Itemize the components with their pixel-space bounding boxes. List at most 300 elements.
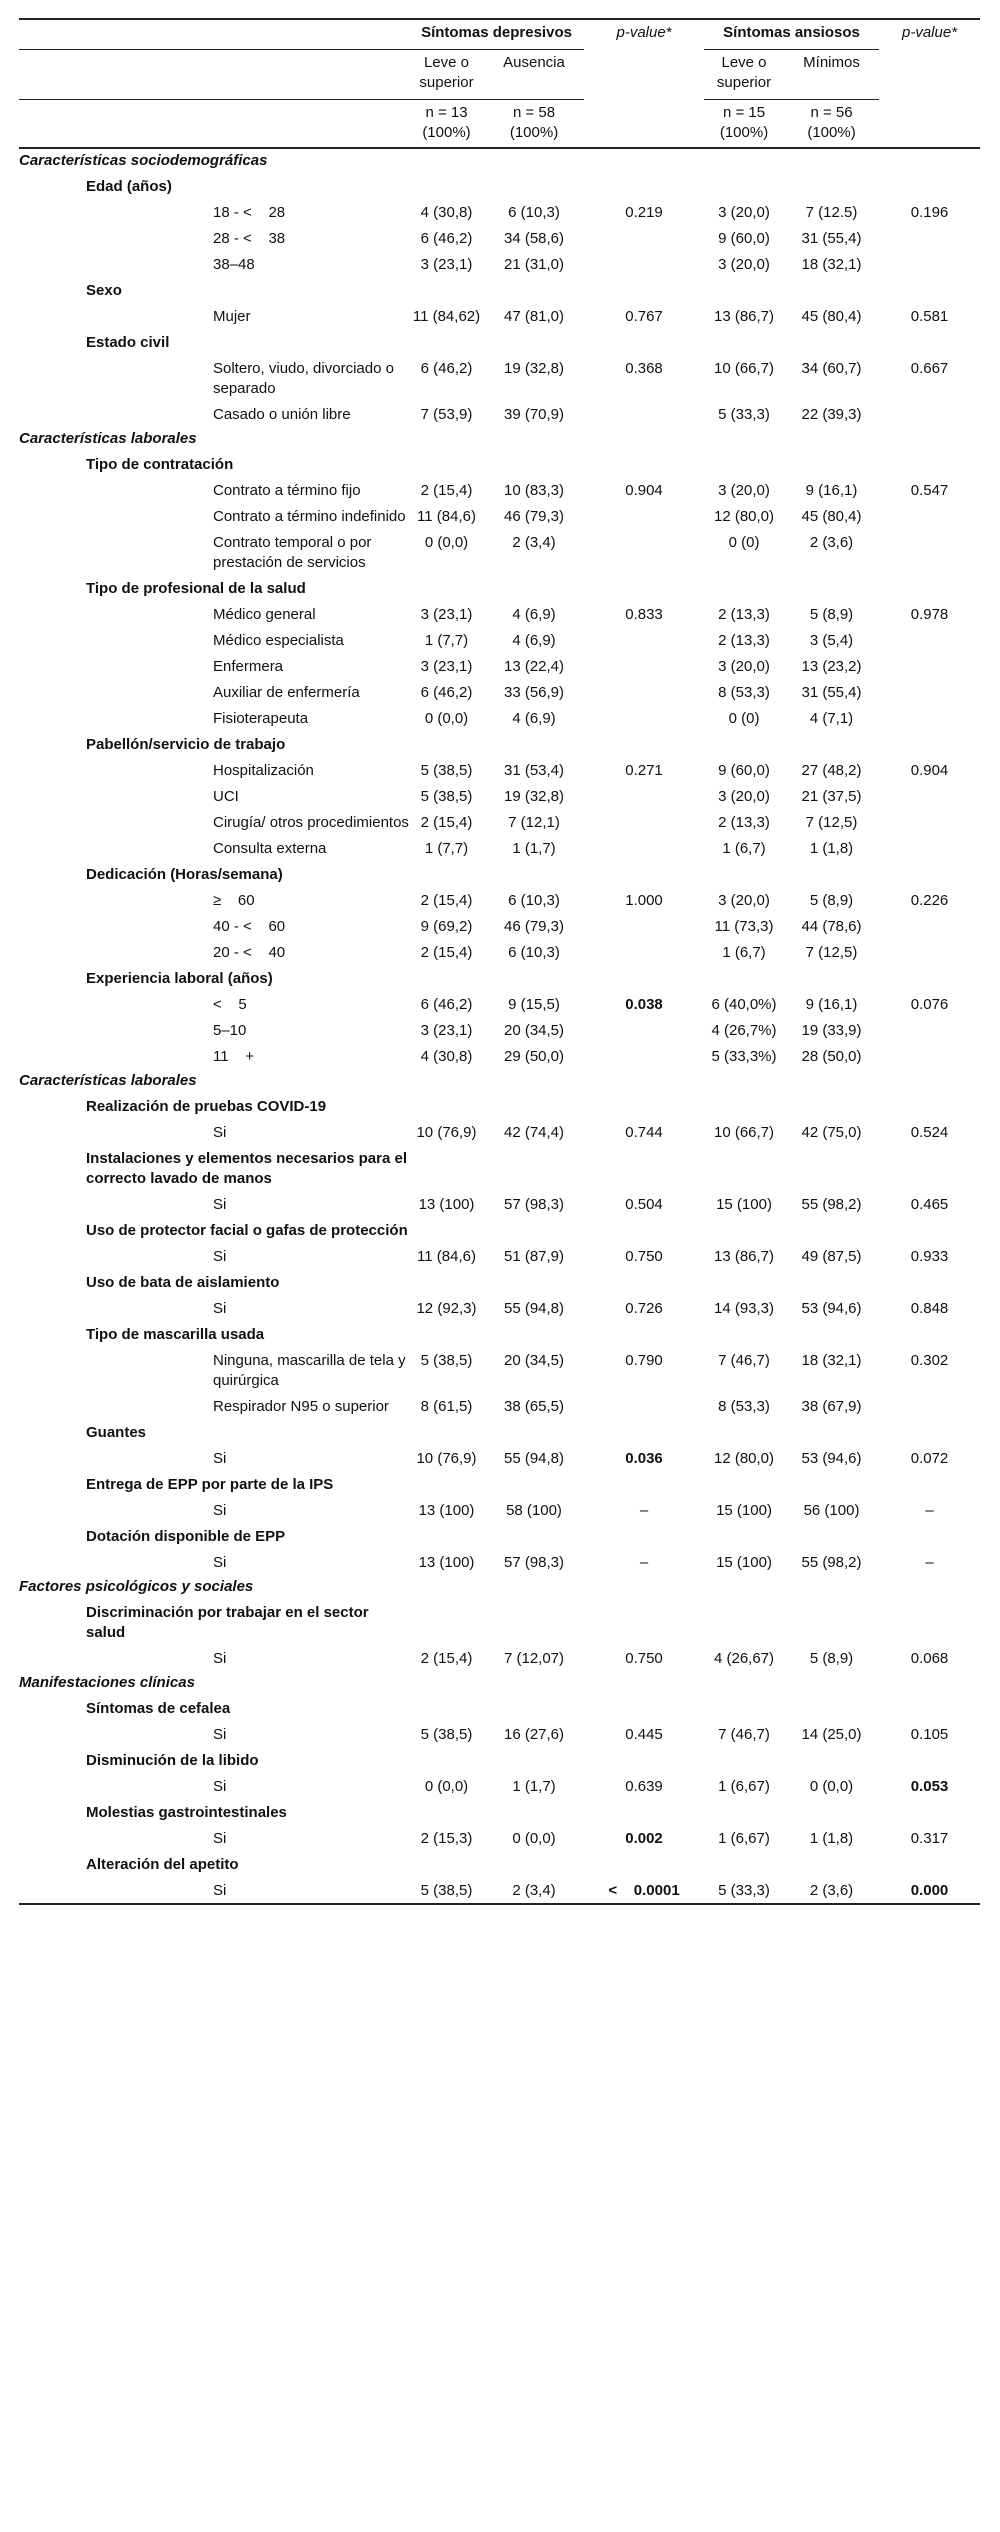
empty-cell (879, 1671, 980, 1695)
variable-label: Estado civil (86, 334, 170, 351)
empty-cell (879, 1269, 980, 1295)
variable-label: Pabellón/servicio de trabajo (86, 736, 286, 753)
table-row (19, 1295, 980, 1321)
dep-ausencia-value: 47 (81,0) (503, 308, 565, 325)
variable-label: Realización de pruebas COVID-19 (86, 1098, 327, 1115)
dep-pvalue: 0.445 (625, 1726, 663, 1743)
anx-pvalue: 0.053 (910, 1778, 949, 1795)
dep-leve-value: 11 (84,6) (417, 508, 476, 525)
dep-pvalue: 0.726 (625, 1300, 663, 1317)
dep-pvalue (584, 251, 704, 277)
anx-pvalue (879, 1393, 980, 1419)
empty-cell (784, 1599, 879, 1645)
table-row (19, 1877, 980, 1904)
anx-pvalue: 0.068 (910, 1650, 949, 1667)
section-label: Manifestaciones clínicas (19, 1674, 195, 1691)
dep-leve-value: 5 (38,5) (420, 1726, 473, 1743)
empty-cell (409, 427, 484, 451)
subheader-p1-blank (584, 50, 704, 100)
variable-header-row (19, 329, 980, 355)
dep-pvalue: 0.504 (625, 1196, 663, 1213)
empty-cell (584, 451, 704, 477)
category-label: Si (213, 1248, 227, 1265)
dep-leve-value: 9 (69,2) (420, 918, 473, 935)
variable-label: Discriminación por trabajar en el sector salud (86, 1604, 369, 1641)
anx-minimos-value: 55 (98,2) (801, 1196, 862, 1213)
category-label: Consulta externa (213, 840, 327, 857)
empty-cell (484, 1671, 584, 1695)
anx-minimos-value: 9 (16,1) (805, 482, 858, 499)
dep-pvalue (584, 1017, 704, 1043)
variable-label: Uso de bata de aislamiento (86, 1274, 280, 1291)
dep-leve-value: 6 (46,2) (420, 360, 473, 377)
n-aus-dep-count: n = 58 (512, 104, 556, 121)
category-label: Mujer (213, 308, 251, 325)
dep-leve-value: 6 (46,2) (420, 684, 473, 701)
empty-cell (584, 1747, 704, 1773)
dep-ausencia-value: 6 (10,3) (508, 892, 560, 909)
dep-ausencia-value: 46 (79,3) (503, 918, 565, 935)
empty-cell (704, 861, 784, 887)
empty-cell (784, 575, 879, 601)
dep-pvalue: 0.833 (625, 606, 663, 623)
results-table-body (19, 148, 980, 1904)
empty-cell (584, 861, 704, 887)
dep-ausencia-value: 2 (3,4) (512, 534, 556, 551)
section-label: Características laborales (19, 430, 197, 447)
empty-cell (879, 1069, 980, 1093)
dep-pvalue: 0.750 (625, 1248, 663, 1265)
anx-minimos-value: 0 (0,0) (809, 1778, 854, 1795)
pvalue-header-2 (879, 19, 980, 50)
dep-pvalue (584, 627, 704, 653)
anx-leve-value: 3 (20,0) (718, 204, 770, 221)
category-label: Fisioterapeuta (213, 710, 309, 727)
n-aus-dep-pct: (100%) (509, 124, 559, 141)
anx-minimos-value: 27 (48,2) (801, 762, 862, 779)
empty-cell (784, 1419, 879, 1445)
empty-cell (484, 1269, 584, 1295)
variable-label: Dotación disponible de EPP (86, 1528, 286, 1545)
dep-ausencia-value: 57 (98,3) (503, 1196, 565, 1213)
empty-cell (484, 1217, 584, 1243)
variable-header-row (19, 1799, 980, 1825)
empty-cell (484, 277, 584, 303)
anx-pvalue: 0.226 (910, 892, 949, 909)
dep-pvalue (584, 529, 704, 575)
section-label: Factores psicológicos y sociales (19, 1578, 254, 1595)
dep-pvalue (584, 225, 704, 251)
dep-pvalue (584, 1043, 704, 1069)
empty-cell (879, 1093, 980, 1119)
table-row (19, 783, 980, 809)
anx-pvalue (879, 809, 980, 835)
variable-header-row (19, 1851, 980, 1877)
table-row (19, 601, 980, 627)
anx-minimos-value: 18 (32,1) (801, 1352, 862, 1369)
empty-cell (409, 1599, 484, 1645)
empty-cell (879, 1217, 980, 1243)
empty-cell (409, 575, 484, 601)
anx-pvalue (879, 653, 980, 679)
anx-minimos-value: 31 (55,4) (801, 684, 862, 701)
empty-cell (584, 277, 704, 303)
section-header-row (19, 1671, 980, 1695)
empty-cell (879, 1799, 980, 1825)
anx-minimos-value: 7 (12,5) (805, 944, 858, 961)
anx-pvalue (879, 679, 980, 705)
anx-minimos-value: 55 (98,2) (801, 1554, 862, 1571)
table-row (19, 679, 980, 705)
anx-minimos-value: 56 (100) (803, 1502, 860, 1519)
empty-cell (409, 1145, 484, 1191)
variable-label: Tipo de mascarilla usada (86, 1326, 265, 1343)
table-row (19, 1497, 980, 1523)
empty-cell (484, 1695, 584, 1721)
empty-cell (704, 1419, 784, 1445)
empty-cell (584, 1269, 704, 1295)
anx-minimos-value: 1 (1,8) (809, 1830, 854, 1847)
anx-leve-value: 12 (80,0) (713, 508, 775, 525)
anx-pvalue (879, 1017, 980, 1043)
dep-pvalue: 0.750 (625, 1650, 663, 1667)
anx-pvalue: 0.524 (910, 1124, 949, 1141)
header-blank (19, 19, 409, 50)
empty-cell (409, 1471, 484, 1497)
empty-cell (879, 277, 980, 303)
variable-header-row (19, 1523, 980, 1549)
empty-cell (409, 1671, 484, 1695)
dep-leve-value: 0 (0,0) (424, 534, 469, 551)
empty-cell (879, 861, 980, 887)
anx-minimos-value: 45 (80,4) (801, 308, 862, 325)
dep-pvalue: 0.904 (625, 482, 663, 499)
n-row-p2-blank (879, 100, 980, 149)
empty-cell (484, 1747, 584, 1773)
category-label: 18 - < 28 (213, 204, 286, 221)
anx-pvalue: 0.465 (910, 1196, 949, 1213)
dep-pvalue (584, 835, 704, 861)
variable-label: Sexo (86, 282, 122, 299)
empty-cell (704, 1523, 784, 1549)
table-row (19, 529, 980, 575)
anx-leve-value: 1 (6,7) (722, 944, 766, 961)
category-label: Si (213, 1778, 227, 1795)
table-row (19, 1119, 980, 1145)
dep-leve-value: 10 (76,9) (416, 1450, 477, 1467)
empty-cell (704, 1747, 784, 1773)
empty-cell (584, 148, 704, 173)
section-label: Características laborales (19, 1072, 197, 1089)
anx-leve-value: 1 (6,67) (718, 1778, 770, 1795)
table-row (19, 251, 980, 277)
anx-leve-value: 9 (60,0) (718, 230, 770, 247)
section-label: Características sociodemográficas (19, 152, 268, 169)
anx-leve-value: 5 (33,3) (718, 406, 770, 423)
dep-ausencia-value: 6 (10,3) (508, 204, 560, 221)
empty-cell (704, 1269, 784, 1295)
empty-cell (484, 1575, 584, 1599)
category-label: Hospitalización (213, 762, 314, 779)
empty-cell (879, 965, 980, 991)
dep-leve-value: 5 (38,5) (420, 788, 473, 805)
dep-leve-value: 2 (15,4) (420, 892, 473, 909)
variable-header-row (19, 1695, 980, 1721)
empty-cell (584, 329, 704, 355)
variable-label: Guantes (86, 1424, 147, 1441)
empty-cell (409, 1575, 484, 1599)
category-label: 38–48 (213, 256, 255, 273)
dep-ausencia-value: 1 (1,7) (512, 1778, 556, 1795)
anx-leve-value: 12 (80,0) (713, 1450, 775, 1467)
table-row (19, 1825, 980, 1851)
empty-cell (879, 173, 980, 199)
table-row (19, 355, 980, 401)
anx-leve-value: 3 (20,0) (718, 658, 770, 675)
anx-leve-value: 0 (0) (728, 710, 760, 727)
dep-leve-value: 4 (30,8) (420, 1048, 473, 1065)
category-label: Soltero, viudo, divorciado o separado (213, 360, 399, 397)
empty-cell (584, 965, 704, 991)
anx-leve-value: 2 (13,3) (718, 632, 770, 649)
anx-minimos-value: 14 (25,0) (801, 1726, 862, 1743)
category-label: Contrato a término fijo (213, 482, 361, 499)
category-label: Si (19, 1877, 409, 1904)
empty-cell (784, 1217, 879, 1243)
category-label: Si (213, 1450, 227, 1467)
empty-cell (879, 451, 980, 477)
table-row (19, 303, 980, 329)
table-row (19, 1721, 980, 1747)
empty-cell (879, 575, 980, 601)
empty-cell (484, 965, 584, 991)
empty-cell (879, 1747, 980, 1773)
anx-minimos-value: 21 (37,5) (801, 788, 862, 805)
table-row (19, 1445, 980, 1471)
anx-minimos-value: 22 (39,3) (801, 406, 862, 423)
empty-cell (409, 148, 484, 173)
empty-cell (784, 1747, 879, 1773)
results-table-container (19, 18, 980, 1905)
anx-leve-value: 14 (93,3) (713, 1300, 775, 1317)
anx-minimos-value: 13 (23,2) (801, 658, 862, 675)
dep-pvalue (584, 939, 704, 965)
category-label: Respirador N95 o superior (213, 1398, 389, 1415)
anx-pvalue (879, 225, 980, 251)
empty-cell (484, 1093, 584, 1119)
dep-pvalue: 0.036 (625, 1450, 663, 1467)
table-row (19, 757, 980, 783)
n-leve-dep (409, 100, 484, 149)
empty-cell (409, 1321, 484, 1347)
anx-leve-value: 15 (100) (716, 1554, 772, 1571)
anx-pvalue (879, 529, 980, 575)
n-min-anx (784, 100, 879, 149)
empty-cell (409, 861, 484, 887)
category-label: Si (213, 1554, 227, 1571)
category-label: Si (213, 1300, 227, 1317)
group1-title: Síntomas depresivos (409, 19, 584, 50)
empty-cell (584, 1851, 704, 1877)
anx-pvalue (879, 705, 980, 731)
anx-minimos-value: 1 (1,8) (809, 840, 854, 857)
empty-cell (784, 1799, 879, 1825)
table-row (19, 887, 980, 913)
empty-cell (704, 1671, 784, 1695)
group2-title: Síntomas ansiosos (704, 19, 879, 50)
category-label: Ninguna, mascarilla de tela y quirúrgica (213, 1352, 410, 1389)
empty-cell (784, 1695, 879, 1721)
anx-minimos-value: 7 (12.5) (805, 204, 858, 221)
anx-leve-value: 2 (13,3) (718, 814, 770, 831)
table-row (19, 1393, 980, 1419)
empty-cell (409, 1695, 484, 1721)
table-row (19, 991, 980, 1017)
variable-header-row (19, 1269, 980, 1295)
dep-ausencia-value: 33 (56,9) (503, 684, 565, 701)
dep-ausencia-value: 16 (27,6) (503, 1726, 565, 1743)
dep-ausencia-value: 31 (53,4) (503, 762, 565, 779)
category-label: Cirugía/ otros procedimientos (213, 814, 409, 831)
dep-pvalue: 0.767 (625, 308, 663, 325)
empty-cell (584, 1217, 704, 1243)
dep-ausencia-value: 46 (79,3) (503, 508, 565, 525)
col-leve-anx: Leve o superior (704, 50, 784, 100)
dep-ausencia-value: 55 (94,8) (503, 1450, 565, 1467)
empty-cell (784, 1523, 879, 1549)
empty-cell (409, 1523, 484, 1549)
anx-minimos-value: 44 (78,6) (801, 918, 862, 935)
dep-ausencia-value: 13 (22,4) (503, 658, 565, 675)
dep-pvalue (584, 913, 704, 939)
empty-cell (704, 731, 784, 757)
empty-cell (879, 1575, 980, 1599)
category-label: Auxiliar de enfermería (213, 684, 360, 701)
empty-cell (784, 731, 879, 757)
dep-pvalue: 1.000 (625, 892, 663, 909)
table-row (19, 627, 980, 653)
anx-pvalue: – (925, 1554, 934, 1571)
dep-pvalue: 0.002 (625, 1830, 663, 1847)
subheader-p2-blank (879, 50, 980, 100)
dep-pvalue (584, 401, 704, 427)
variable-header-row (19, 731, 980, 757)
empty-cell (879, 1599, 980, 1645)
anx-leve-value: 7 (46,7) (718, 1726, 770, 1743)
empty-cell (784, 1093, 879, 1119)
dep-leve-value: 1 (7,7) (424, 632, 469, 649)
empty-cell (409, 965, 484, 991)
empty-cell (584, 1599, 704, 1645)
variable-header-row (19, 173, 980, 199)
anx-minimos-value: 31 (55,4) (801, 230, 862, 247)
empty-cell (879, 1145, 980, 1191)
dep-leve-value: 12 (92,3) (416, 1300, 477, 1317)
empty-cell (584, 1419, 704, 1445)
anx-pvalue (879, 835, 980, 861)
empty-cell (879, 427, 980, 451)
empty-cell (584, 575, 704, 601)
variable-header-row (19, 1419, 980, 1445)
dep-leve-value: 5 (38,5) (409, 1877, 484, 1904)
empty-cell (584, 1671, 704, 1695)
table-row (19, 225, 980, 251)
empty-cell (584, 1321, 704, 1347)
category-label: 5–10 (213, 1022, 247, 1039)
table-row (19, 1347, 980, 1393)
empty-cell (484, 861, 584, 887)
anx-pvalue: 0.302 (910, 1352, 949, 1369)
dep-ausencia-value: 39 (70,9) (503, 406, 565, 423)
table-row (19, 1191, 980, 1217)
category-label: Médico general (213, 606, 316, 623)
anx-leve-value: 10 (66,7) (713, 1124, 775, 1141)
dep-leve-value: 11 (84,6) (417, 1248, 476, 1265)
empty-cell (704, 277, 784, 303)
empty-cell (409, 1851, 484, 1877)
variable-label: Síntomas de cefalea (86, 1700, 231, 1717)
dep-ausencia-value: 1 (1,7) (512, 840, 556, 857)
anx-minimos-value: 5 (8,9) (809, 1650, 854, 1667)
dep-ausencia-value: 0 (0,0) (512, 1830, 556, 1847)
empty-cell (784, 1575, 879, 1599)
anx-leve-value: 6 (40,0%) (711, 996, 777, 1013)
anx-pvalue (879, 401, 980, 427)
empty-cell (879, 1523, 980, 1549)
variable-label: Edad (años) (86, 178, 172, 195)
empty-cell (409, 173, 484, 199)
dep-leve-value: 2 (15,4) (420, 944, 473, 961)
anx-minimos-value: 53 (94,6) (801, 1450, 862, 1467)
empty-cell (584, 1471, 704, 1497)
empty-cell (484, 148, 584, 173)
col-ausencia: Ausencia (484, 50, 584, 100)
dep-pvalue (584, 653, 704, 679)
section-header-row (19, 148, 980, 173)
category-label: < 5 (213, 996, 247, 1013)
empty-cell (584, 1799, 704, 1825)
dep-pvalue: 0.639 (625, 1778, 663, 1795)
empty-cell (484, 451, 584, 477)
anx-minimos-value: 49 (87,5) (801, 1248, 862, 1265)
section-header-row (19, 1069, 980, 1093)
empty-cell (879, 1851, 980, 1877)
anx-leve-value: 8 (53,3) (718, 1398, 770, 1415)
dep-leve-value: 1 (7,7) (424, 840, 469, 857)
anx-minimos-value: 7 (12,5) (805, 814, 858, 831)
category-label: 40 - < 60 (213, 918, 286, 935)
dep-ausencia-value: 51 (87,9) (503, 1248, 565, 1265)
dep-ausencia-value: 19 (32,8) (503, 788, 565, 805)
category-label: Contrato a término indefinido (213, 508, 406, 525)
category-label: Si (213, 1196, 227, 1213)
dep-leve-value: 5 (38,5) (420, 1352, 473, 1369)
empty-cell (704, 1321, 784, 1347)
table-row (19, 1017, 980, 1043)
anx-minimos-value: 4 (7,1) (809, 710, 854, 727)
anx-pvalue: 0.076 (910, 996, 949, 1013)
empty-cell (704, 575, 784, 601)
dep-leve-value: 3 (23,1) (420, 256, 473, 273)
empty-cell (879, 1695, 980, 1721)
variable-header-row (19, 861, 980, 887)
dep-ausencia-value: 20 (34,5) (503, 1352, 565, 1369)
anx-minimos-value: 18 (32,1) (801, 256, 862, 273)
dep-leve-value: 3 (23,1) (420, 658, 473, 675)
variable-header-row (19, 1471, 980, 1497)
table-row (19, 809, 980, 835)
table-row (19, 1773, 980, 1799)
